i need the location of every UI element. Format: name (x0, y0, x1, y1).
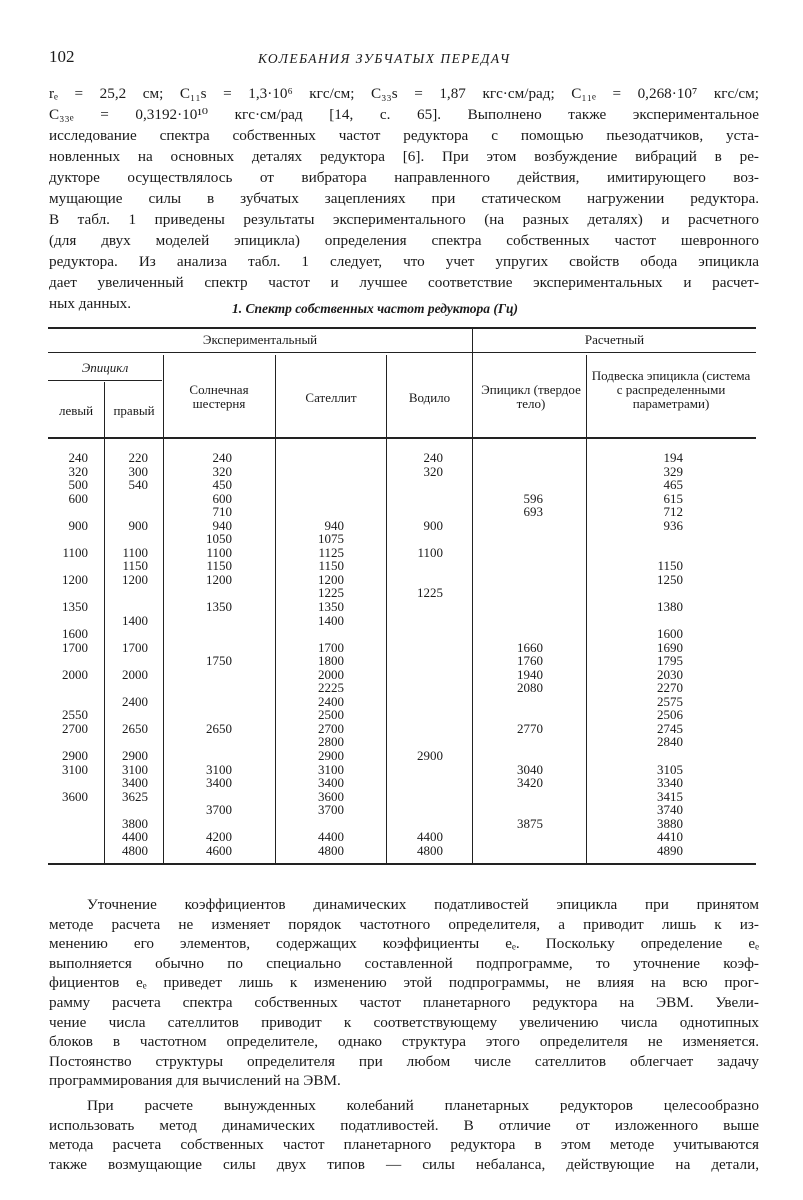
table-cell (505, 803, 543, 817)
text-line: методе расчета не изменяет порядок частотного определителя, а приводит лишь к из- (49, 915, 759, 933)
table-cell (405, 641, 443, 655)
header-epicycle: Эпицикл (81, 360, 129, 375)
text-line: При расчете вынужденных колебаний планетарных редукторов целесообразно (87, 1097, 759, 1114)
table-cell (194, 695, 232, 709)
table-cell: 940 (324, 517, 344, 533)
table-cell: 2500 (318, 707, 344, 723)
table-cell: 1795 (657, 653, 683, 669)
table-cell: 600 (68, 490, 88, 506)
table-cell: 2900 (62, 748, 88, 764)
table-cell: 4600 (206, 842, 232, 858)
table-cell: 1750 (206, 653, 232, 669)
table-cell: 3100 (122, 761, 148, 777)
table-cell (643, 586, 683, 600)
text-line: Постоянство структуры определителя при любом числе сателлитов облегчает задачу (49, 1052, 759, 1070)
table-cell: 3740 (657, 802, 683, 818)
table-vrule (104, 382, 105, 863)
table-cell: 1250 (657, 571, 683, 587)
table-cell: 710 (212, 504, 232, 520)
table-cell (405, 478, 443, 492)
table-cell: 1225 (318, 585, 344, 601)
table-cell (405, 532, 443, 546)
table-cell (110, 532, 148, 546)
text-line: дукторе осуществлялось от вибратора направленного действия, имитирующего воз- (49, 169, 759, 186)
header-calculated: Расчетный (584, 332, 645, 347)
table-cell: 2650 (122, 720, 148, 736)
table-cell: 2000 (62, 666, 88, 682)
table-cell: 2225 (318, 680, 344, 696)
table-cell: 1150 (206, 558, 232, 574)
text-line: ных данных. (49, 295, 132, 312)
table-cell (110, 803, 148, 817)
header-left: левый (58, 403, 94, 418)
table-cell (505, 546, 543, 560)
table-cell: 1690 (657, 639, 683, 655)
table-cell: 240 (423, 450, 443, 465)
table-cell (505, 573, 543, 587)
table-cell: 320 (68, 463, 88, 479)
column-sun (194, 451, 232, 857)
table-cell (110, 735, 148, 749)
table-vrule (163, 355, 164, 863)
table-cell: 3875 (517, 815, 543, 831)
table-cell: 2900 (122, 748, 148, 764)
table-cell (405, 559, 443, 573)
table-cell: 1700 (122, 639, 148, 655)
table-cell (194, 586, 232, 600)
table-cell (110, 654, 148, 668)
column-epicycle-rigid (505, 451, 543, 857)
table-cell (405, 573, 443, 587)
table-cell (505, 451, 543, 465)
table-cell (505, 627, 543, 641)
table-cell: 3340 (657, 775, 683, 791)
table-cell: 2575 (657, 693, 683, 709)
running-head: КОЛЕБАНИЯ ЗУБЧАТЫХ ПЕРЕДАЧ (258, 51, 511, 66)
table-cell (306, 817, 344, 831)
table-cell: 1225 (417, 585, 443, 601)
table-cell (50, 681, 88, 695)
text-line: выполняется обычно по специально составленной подпрограмме, то уточнение коэф- (49, 954, 759, 972)
table-cell (505, 708, 543, 722)
table-cell: 320 (212, 463, 232, 479)
table-cell (50, 735, 88, 749)
text-line: исследование спектра собственных частот редуктора с помощью пьезодатчиков, уста- (49, 127, 759, 144)
text-line: C₃₃ₑ = 0,3192·10¹⁰ кгс·см/рад [14, с. 65]. Выполнено также экспериментальное (49, 106, 759, 123)
text-line: В табл. 1 приведены результаты экспериментального (на разных деталях) и расчетного (49, 211, 759, 228)
table-cell (405, 654, 443, 668)
table-cell (405, 627, 443, 641)
header-experimental: Экспериментальный (202, 332, 318, 347)
header-carrier: Водило (408, 390, 451, 405)
table-cell: 1100 (122, 544, 148, 560)
table-cell: 3400 (206, 775, 232, 791)
table-cell (50, 830, 88, 844)
table-cell (306, 451, 344, 465)
table-cell: 1800 (318, 653, 344, 669)
table-cell: 1200 (62, 571, 88, 587)
text-line: менению его элементов, содержащих коэффициенты eₑ. Поскольку определение eₑ (49, 935, 759, 953)
table-cell: 4890 (657, 842, 683, 858)
paragraph-refinement (49, 895, 759, 1091)
table-cell: 600 (212, 490, 232, 506)
table-cell: 3100 (62, 761, 88, 777)
text-line: использовать метод динамических податливостей. В отличие от изложенного выше (49, 1116, 759, 1134)
table-cell: 2840 (657, 734, 683, 750)
table-cell: 1660 (517, 639, 543, 655)
table-cell (50, 532, 88, 546)
text-line: метода расчета собственных частот планетарного редуктора в этом методе учитываются (49, 1136, 759, 1154)
table-cell: 2550 (62, 707, 88, 723)
table-cell (505, 532, 543, 546)
table-cell (50, 654, 88, 668)
column-epicycle-distributed (643, 451, 683, 857)
paragraph-forced-vibrations (49, 1096, 759, 1174)
table-caption: 1. Спектр собственных частот редуктора (Гц) (232, 301, 519, 316)
table-cell: 2700 (318, 720, 344, 736)
column-carrier (405, 451, 443, 857)
column-right (110, 451, 148, 857)
table-vrule (275, 355, 276, 863)
table-cell (306, 627, 344, 641)
table-cell (110, 492, 148, 506)
table-cell (194, 790, 232, 804)
table-cell (306, 478, 344, 492)
table-cell (50, 559, 88, 573)
table-cell (50, 803, 88, 817)
table-cell: 1600 (62, 626, 88, 642)
table-cell (194, 641, 232, 655)
table-cell: 3700 (318, 802, 344, 818)
table-cell: 240 (68, 450, 88, 465)
table-cell: 3700 (206, 802, 232, 818)
table-cell: 1200 (122, 571, 148, 587)
table-cell: 3100 (318, 761, 344, 777)
table-cell (405, 722, 443, 736)
table-bottom-rule (48, 863, 756, 865)
header-satellite: Сателлит (305, 390, 357, 405)
table-cell: 2000 (318, 666, 344, 682)
table-cell (306, 505, 344, 519)
table-cell (405, 803, 443, 817)
table-cell (405, 790, 443, 804)
table-cell: 900 (128, 517, 148, 533)
table-cell (306, 465, 344, 479)
table-cell (405, 668, 443, 682)
table-cell: 2270 (657, 680, 683, 696)
table-cell: 2700 (62, 720, 88, 736)
table-cell: 3880 (657, 815, 683, 831)
table-cell: 1200 (318, 571, 344, 587)
table-cell: 2030 (657, 666, 683, 682)
table-cell: 3105 (657, 761, 683, 777)
table-cell (110, 586, 148, 600)
table-cell (505, 749, 543, 763)
column-satellite (306, 451, 344, 857)
table-cell: 900 (423, 517, 443, 533)
table-cell: 615 (663, 490, 683, 506)
table-cell: 320 (423, 463, 443, 479)
table-cell: 3600 (62, 788, 88, 804)
table-cell (194, 668, 232, 682)
table-cell (405, 817, 443, 831)
table-cell: 3600 (318, 788, 344, 804)
table-cell: 220 (128, 450, 148, 465)
text-line: чение числа сателлитов приводит к соответствующему увеличению числа однотипных (49, 1013, 759, 1031)
table-cell: 4410 (657, 829, 683, 845)
table-cell (194, 817, 232, 831)
table-cell: 1350 (318, 599, 344, 615)
table-cell (405, 600, 443, 614)
table-cell: 4800 (417, 842, 443, 858)
table-cell (110, 600, 148, 614)
table-cell (405, 681, 443, 695)
table-cell (405, 735, 443, 749)
table-cell: 3800 (122, 815, 148, 831)
table-cell: 936 (663, 517, 683, 533)
table-cell: 2000 (122, 666, 148, 682)
table-cell: 1400 (318, 612, 344, 628)
table-cell (110, 681, 148, 695)
header-epicycle-rigid: Эпицикл (твердое тело) (481, 382, 581, 411)
table-cell (50, 614, 88, 628)
table-cell (505, 735, 543, 749)
table-cell (505, 844, 543, 858)
table-vrule (386, 355, 387, 863)
table-cell (110, 505, 148, 519)
table-cell: 1100 (206, 544, 232, 560)
table-cell (405, 776, 443, 790)
table-cell: 2400 (122, 693, 148, 709)
table-cell (505, 478, 543, 492)
text-line: также возмущающие силы двух типов — силы небаланса, действующие на детали, (49, 1155, 759, 1173)
table-cell (194, 627, 232, 641)
table-cell: 4800 (122, 842, 148, 858)
table-cell: 1100 (62, 544, 88, 560)
table-cell: 1400 (122, 612, 148, 628)
table-cell (194, 614, 232, 628)
table-cell: 1350 (206, 599, 232, 615)
text-line: редуктора. Из анализа табл. 1 следует, что учет упругих свойств обода эпицикла (49, 253, 759, 270)
table-cell: 4400 (318, 829, 344, 845)
table-cell: 2400 (318, 693, 344, 709)
table-cell (50, 586, 88, 600)
table-cell: 1700 (318, 639, 344, 655)
table-cell (643, 546, 683, 560)
table-cell: 940 (212, 517, 232, 533)
table-cell: 3415 (657, 788, 683, 804)
table-cell (405, 492, 443, 506)
header-epicycle-distributed: Подвеска эпицикла (система с распределенными параметрами) (591, 368, 751, 411)
header-right: правый (113, 403, 155, 418)
table-cell (643, 614, 683, 628)
table-group-rule (48, 352, 756, 353)
table-cell: 1350 (62, 599, 88, 615)
table-cell (50, 844, 88, 858)
table-cell: 2900 (318, 748, 344, 764)
table-cell: 3420 (517, 775, 543, 791)
table-cell: 3400 (122, 775, 148, 791)
table-cell (194, 681, 232, 695)
table-cell (405, 505, 443, 519)
table-cell: 2080 (517, 680, 543, 696)
table-cell: 4800 (318, 842, 344, 858)
table-cell (50, 505, 88, 519)
table-cell (50, 817, 88, 831)
text-line: (для двух моделей эпицикла) определения спектра собственных частот шевронного (49, 232, 759, 249)
table-cell (194, 708, 232, 722)
table-cell: 1125 (318, 544, 344, 560)
text-line: фициентов eₑ приведет лишь к изменению этой подпрограммы, не влияя на всю прог- (49, 974, 759, 992)
table-cell: 2745 (657, 720, 683, 736)
table-cell: 3040 (517, 761, 543, 777)
table-cell (643, 749, 683, 763)
table-cell (505, 614, 543, 628)
text-line: rₑ = 25,2 см; C₁₁s = 1,3·10⁶ кгс/см; C₃₃s = 1,87 кгс·см/рад; C₁₁ₑ = 0,268·10⁷ кгс/см; (49, 85, 759, 102)
table-cell: 900 (68, 517, 88, 533)
text-line: программирования для вычислений на ЭВМ. (49, 1072, 341, 1090)
table-cell: 240 (212, 450, 232, 465)
table-cell: 194 (663, 450, 683, 465)
table-cell: 1700 (62, 639, 88, 655)
table-cell: 1150 (657, 558, 683, 574)
table-cell: 4400 (417, 829, 443, 845)
table-cell: 300 (128, 463, 148, 479)
text-line: рамму расчета спектра собственных частот планетарного редуктора на ЭВМ. Увели- (49, 993, 759, 1011)
text-line: Уточнение коэффициентов динамических податливостей эпицикла при принятом (87, 896, 759, 913)
table-cell (505, 695, 543, 709)
table-vrule (586, 355, 587, 863)
text-line: новленных на основных деталях редуктора [6]. При этом возбуждение вибраций в ре- (49, 148, 759, 165)
table-cell: 465 (663, 477, 683, 493)
table-vrule (472, 328, 473, 863)
page-number: 102 (49, 47, 75, 66)
table-cell: 1150 (122, 558, 148, 574)
table-cell (505, 465, 543, 479)
paragraph-intro (49, 83, 759, 314)
table-cell: 329 (663, 463, 683, 479)
table-cell: 1940 (517, 666, 543, 682)
table-cell: 693 (523, 504, 543, 520)
text-line: дает увеличенный спектр частот и лучшее соответствие экспериментальных и расчет- (49, 274, 759, 291)
text-line: блоков в частотном определителе, однако структура этого определителя не изменяется. (49, 1033, 759, 1051)
table-cell (505, 600, 543, 614)
table-cell: 450 (212, 477, 232, 493)
table-cell: 2800 (318, 734, 344, 750)
table-cell: 4400 (122, 829, 148, 845)
table-top-rule (48, 327, 756, 329)
table-cell (505, 559, 543, 573)
table-cell: 2900 (417, 748, 443, 764)
table-cell: 3100 (206, 761, 232, 777)
table-cell: 2770 (517, 720, 543, 736)
table-header-bottom-rule (48, 437, 756, 439)
table-cell: 2506 (657, 707, 683, 723)
table-cell (505, 790, 543, 804)
table-cell: 596 (523, 490, 543, 506)
table-cell (110, 627, 148, 641)
table-cell: 4200 (206, 829, 232, 845)
table-cell: 3625 (122, 788, 148, 804)
table-cell (194, 749, 232, 763)
table-cell (306, 492, 344, 506)
table-cell (405, 695, 443, 709)
table-cell (505, 830, 543, 844)
text-line: мущающие силы в зубчатых зацеплениях при статическом нагружении редуктора. (49, 190, 759, 207)
table-cell (50, 695, 88, 709)
table-cell: 1075 (318, 531, 344, 547)
table-epicycle-rule (48, 380, 162, 381)
table-cell (405, 614, 443, 628)
table-cell: 1100 (417, 544, 443, 560)
table-cell: 540 (128, 477, 148, 493)
table-cell: 1600 (657, 626, 683, 642)
table-cell: 2650 (206, 720, 232, 736)
table-cell (505, 519, 543, 533)
table-cell (194, 735, 232, 749)
table-cell: 1050 (206, 531, 232, 547)
table-cell (405, 763, 443, 777)
column-left (50, 451, 88, 857)
table-cell: 1760 (517, 653, 543, 669)
table-cell (643, 532, 683, 546)
table-cell: 1200 (206, 571, 232, 587)
table-cell (110, 708, 148, 722)
table-cell: 1380 (657, 599, 683, 615)
header-sun-gear: Солнечная шестерня (189, 382, 249, 411)
table-cell: 3400 (318, 775, 344, 791)
table-cell: 1150 (318, 558, 344, 574)
table-cell: 500 (68, 477, 88, 493)
table-cell (405, 708, 443, 722)
table-cell (50, 776, 88, 790)
table-cell: 712 (663, 504, 683, 520)
table-cell (505, 586, 543, 600)
